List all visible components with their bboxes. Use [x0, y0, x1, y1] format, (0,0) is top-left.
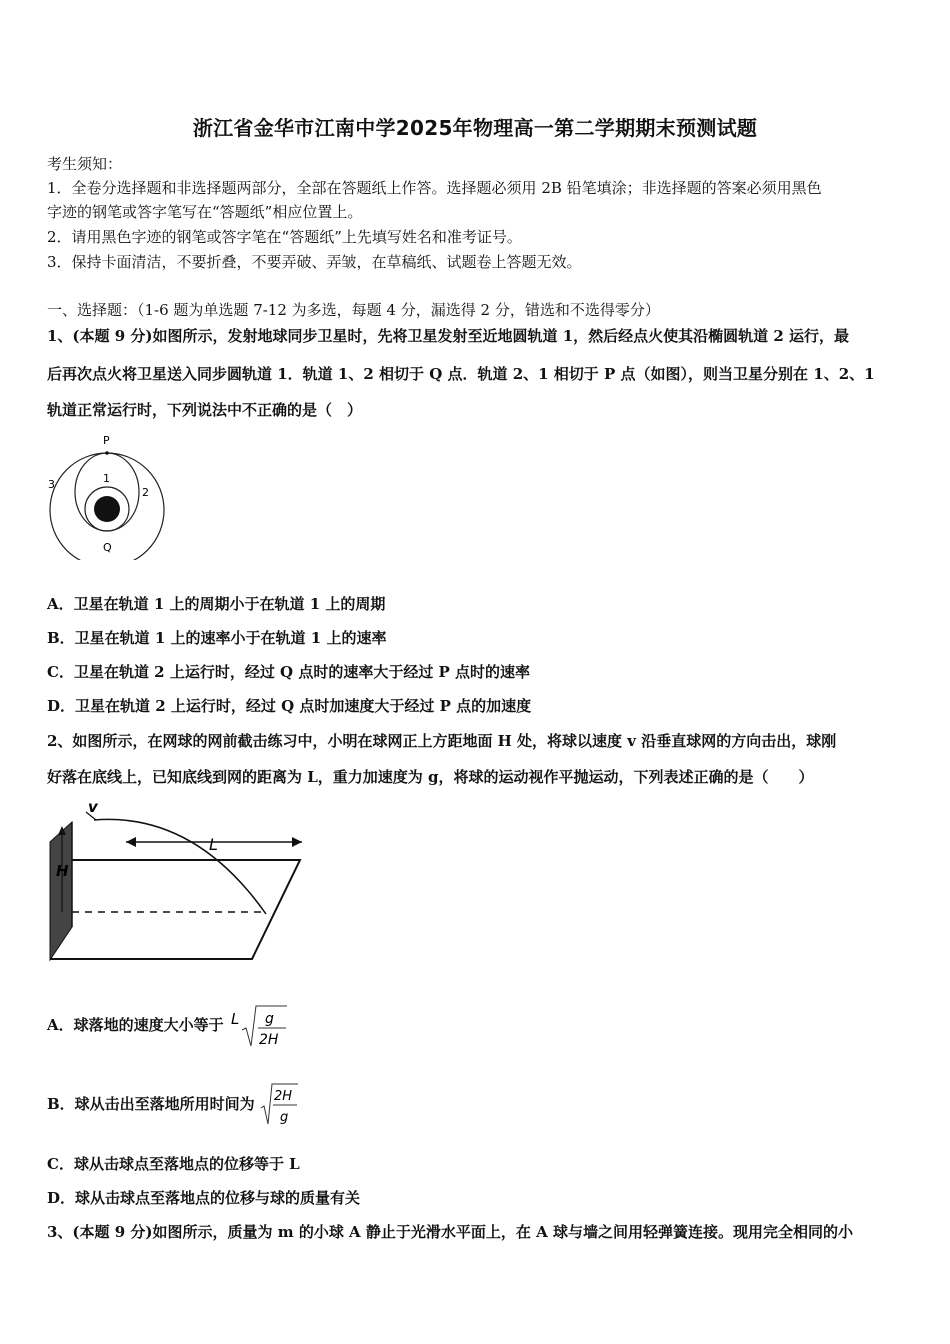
q2-text-line: 好落在底线上，已知底线到网的距离为 L，重力加速度为 g，将球的运动视作平抛运动，下列表述正确的是（ ） — [47, 768, 814, 786]
formula-num: 2H — [273, 1089, 292, 1104]
label-q: Q — [103, 541, 112, 554]
notice-heading: 考生须知： — [47, 155, 123, 173]
notice-item: 3．保持卡面清洁，不要折叠，不要弄破、弄皱，在草稿纸、试题卷上答题无效。 — [47, 253, 582, 271]
q3-text-line: 3、(本题 9 分)如图所示，质量为 m 的小球 A 静止于光滑水平面上，在 A 球与墙之间用轻弹簧连接。现用完全相同的小 — [47, 1223, 853, 1241]
q2-option-a — [47, 1000, 289, 1052]
label-1: 1 — [103, 472, 110, 485]
label-p: P — [103, 434, 110, 447]
point-p-dot — [105, 451, 109, 455]
formula-den: g — [279, 1110, 289, 1125]
notice-item: 字迹的钢笔或答字笔写在“答题纸”相应位置上。 — [47, 203, 363, 221]
formula-num: g — [264, 1011, 274, 1027]
q2-option-c: C．球从击球点至落地点的位移等于 L — [47, 1155, 300, 1173]
net-shaded-face — [50, 822, 72, 960]
l-arrow-right — [292, 837, 302, 847]
q1-option: A．卫星在轨道 1 上的周期小于在轨道 1 上的周期 — [47, 595, 386, 613]
q2-option-a-text: A．球落地的速度大小等于 — [47, 1016, 224, 1034]
q1-text-line: 轨道正常运行时，下列说法中不正确的是（ ） — [47, 401, 363, 419]
formula-den: 2H — [258, 1032, 279, 1048]
formula-coef: L — [230, 1010, 240, 1028]
l-arrow-left — [126, 837, 136, 847]
section-heading: 一、选择题：（1-6 题为单选题 7-12 为多选，每题 4 分，漏选得 2 分，错选和不选得零分） — [47, 301, 660, 319]
label-v: v — [88, 802, 98, 816]
formula-sqrt-2h-g — [260, 1080, 300, 1130]
q1-option: D．卫星在轨道 2 上运行时，经过 Q 点时加速度大于经过 P 点的加速度 — [47, 697, 532, 715]
q2-option-d: D．球从击球点至落地点的位移与球的质量有关 — [47, 1189, 361, 1207]
notice-item: 1．全卷分选择题和非选择题两部分，全部在答题纸上作答。选择题必须用 2B 铅笔填涂；非选择题的答案必须用黑色 — [47, 179, 822, 197]
q1-option: B．卫星在轨道 1 上的速率小于在轨道 1 上的速率 — [47, 629, 387, 647]
q2-option-b — [47, 1080, 300, 1130]
orbit-diagram — [40, 430, 175, 560]
q1-text-line: 1、(本题 9 分)如图所示，发射地球同步卫星时，先将卫星发射至近地圆轨道 1，然后经点火使其沿椭圆轨道 2 运行，最 — [47, 327, 850, 345]
q1-option: C．卫星在轨道 2 上运行时，经过 Q 点时的速率大于经过 P 点时的速率 — [47, 663, 531, 681]
label-l: L — [209, 835, 218, 854]
label-2: 2 — [142, 486, 149, 499]
page-title: 浙江省金华市江南中学2025年物理高一第二学期期末预测试题 — [192, 116, 758, 140]
formula-l-sqrt-g-2h — [229, 1000, 289, 1052]
label-h: H — [56, 862, 69, 880]
ball-trajectory — [94, 819, 266, 914]
q2-text-line: 2、如图所示，在网球的网前截击练习中，小明在球网正上方距地面 H 处，将球以速度 v 沿垂直球网的方向击出，球刚 — [47, 732, 837, 750]
notice-item: 2．请用黑色字迹的钢笔或答字笔在“答题纸”上先填写姓名和准考证号。 — [47, 228, 522, 246]
q1-text-line: 后再次点火将卫星送入同步圆轨道 1．轨道 1、2 相切于 Q 点．轨道 2、1 相切于 P 点（如图），则当卫星分别在 1、2、1 — [47, 365, 875, 383]
label-3: 3 — [48, 478, 55, 491]
q2-option-b-text: B．球从击出至落地所用时间为 — [47, 1095, 255, 1113]
tennis-diagram — [44, 802, 314, 967]
earth-disc — [94, 496, 120, 522]
